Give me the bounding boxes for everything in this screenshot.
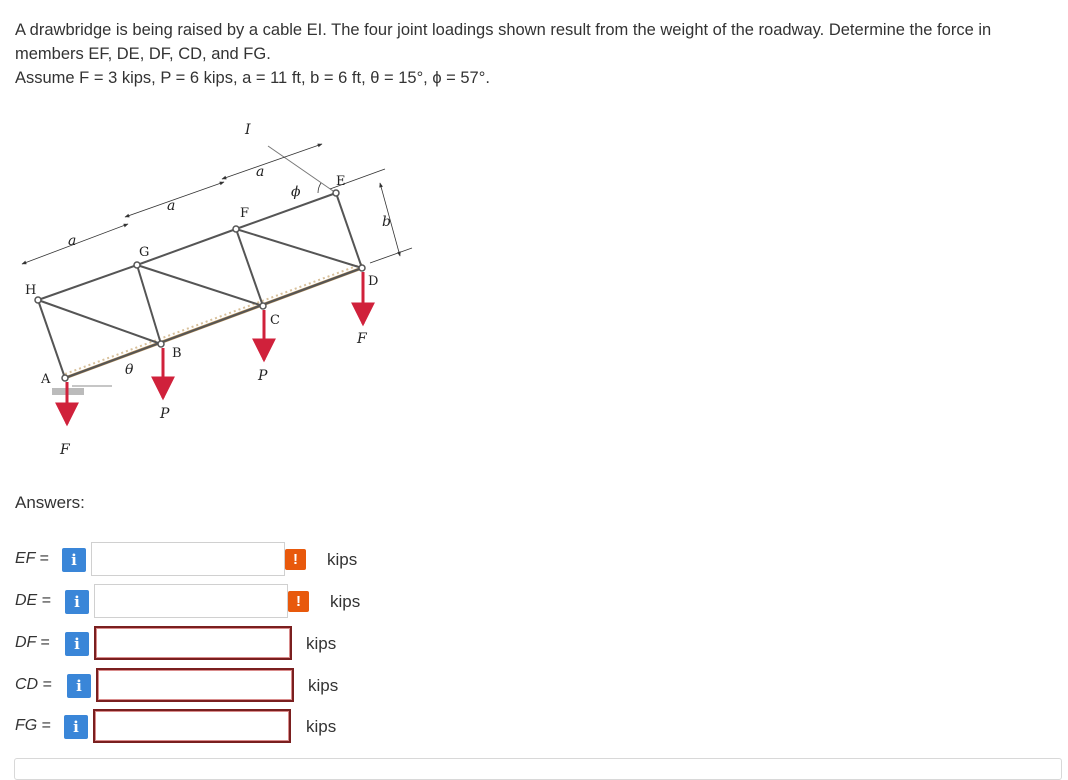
- info-icon[interactable]: i: [65, 590, 89, 614]
- info-icon[interactable]: i: [64, 715, 88, 739]
- warning-icon: !: [288, 591, 309, 612]
- dim-a-1: a: [68, 233, 77, 249]
- problem-line-1: A drawbridge is being raised by a cable EI. The four joint loadings shown result from the weight of the roadway. Determine the force in: [15, 21, 992, 39]
- unit-label: kips: [330, 592, 361, 611]
- answer-label-de: DE: [15, 592, 38, 609]
- load-label-f-a: F: [60, 442, 70, 458]
- answer-label-df: DF: [15, 634, 37, 651]
- load-arrows: [67, 272, 363, 424]
- info-icon[interactable]: i: [65, 632, 89, 656]
- fg-input[interactable]: [93, 709, 291, 743]
- next-panel-edge: [14, 758, 1062, 780]
- load-label-p-c: P: [258, 368, 268, 384]
- unit-label: kips: [306, 717, 337, 736]
- df-input[interactable]: [94, 626, 292, 660]
- angle-phi: ϕ: [291, 184, 301, 200]
- answer-row-de: DE = i ! kips: [15, 584, 375, 620]
- joint-label-c: C: [270, 313, 280, 328]
- cd-input[interactable]: [96, 668, 294, 702]
- dim-a-3: a: [256, 164, 265, 180]
- de-input[interactable]: [94, 584, 288, 618]
- dim-b: b: [382, 214, 391, 230]
- cable-ei: [268, 146, 336, 193]
- unit-label: kips: [308, 676, 339, 695]
- ef-input[interactable]: [91, 542, 285, 576]
- angle-theta: θ: [125, 362, 134, 378]
- label-i: I: [245, 122, 251, 138]
- joint-label-a: A: [41, 372, 51, 387]
- info-icon[interactable]: i: [67, 674, 91, 698]
- joint-label-h: H: [25, 283, 37, 298]
- answer-row-fg: FG = i kips: [15, 709, 375, 745]
- joint-label-g: G: [139, 245, 150, 260]
- answer-label-fg: FG: [15, 717, 38, 734]
- info-icon[interactable]: i: [62, 548, 86, 572]
- joint-label-b: B: [172, 346, 182, 361]
- joint-label-f: F: [240, 206, 250, 221]
- warning-icon: !: [285, 549, 306, 570]
- joint-label-e: E: [336, 174, 346, 189]
- answer-row-cd: CD = i kips: [15, 668, 375, 704]
- load-label-f-d: F: [357, 331, 367, 347]
- problem-statement: [15, 18, 1060, 90]
- problem-line-2: members EF, DE, DF, CD, and FG.: [15, 45, 271, 63]
- dim-a-2: a: [167, 198, 176, 214]
- answer-row-ef: EF = i ! kips: [15, 542, 375, 578]
- answer-label-cd: CD: [15, 676, 39, 693]
- truss-figure: [0, 110, 460, 470]
- load-label-p-b: P: [160, 406, 170, 422]
- unit-label: kips: [327, 550, 358, 569]
- joint-label-d: D: [368, 274, 379, 289]
- answers-heading: Answers:: [15, 493, 85, 512]
- unit-label: kips: [306, 634, 337, 653]
- truss-members: [38, 193, 362, 378]
- answer-label-ef: EF: [15, 550, 36, 567]
- answer-row-df: DF = i kips: [15, 626, 375, 662]
- problem-line-3: Assume F = 3 kips, P = 6 kips, a = 11 ft, b = 6 ft, θ = 15°, ϕ = 57°.: [15, 69, 490, 87]
